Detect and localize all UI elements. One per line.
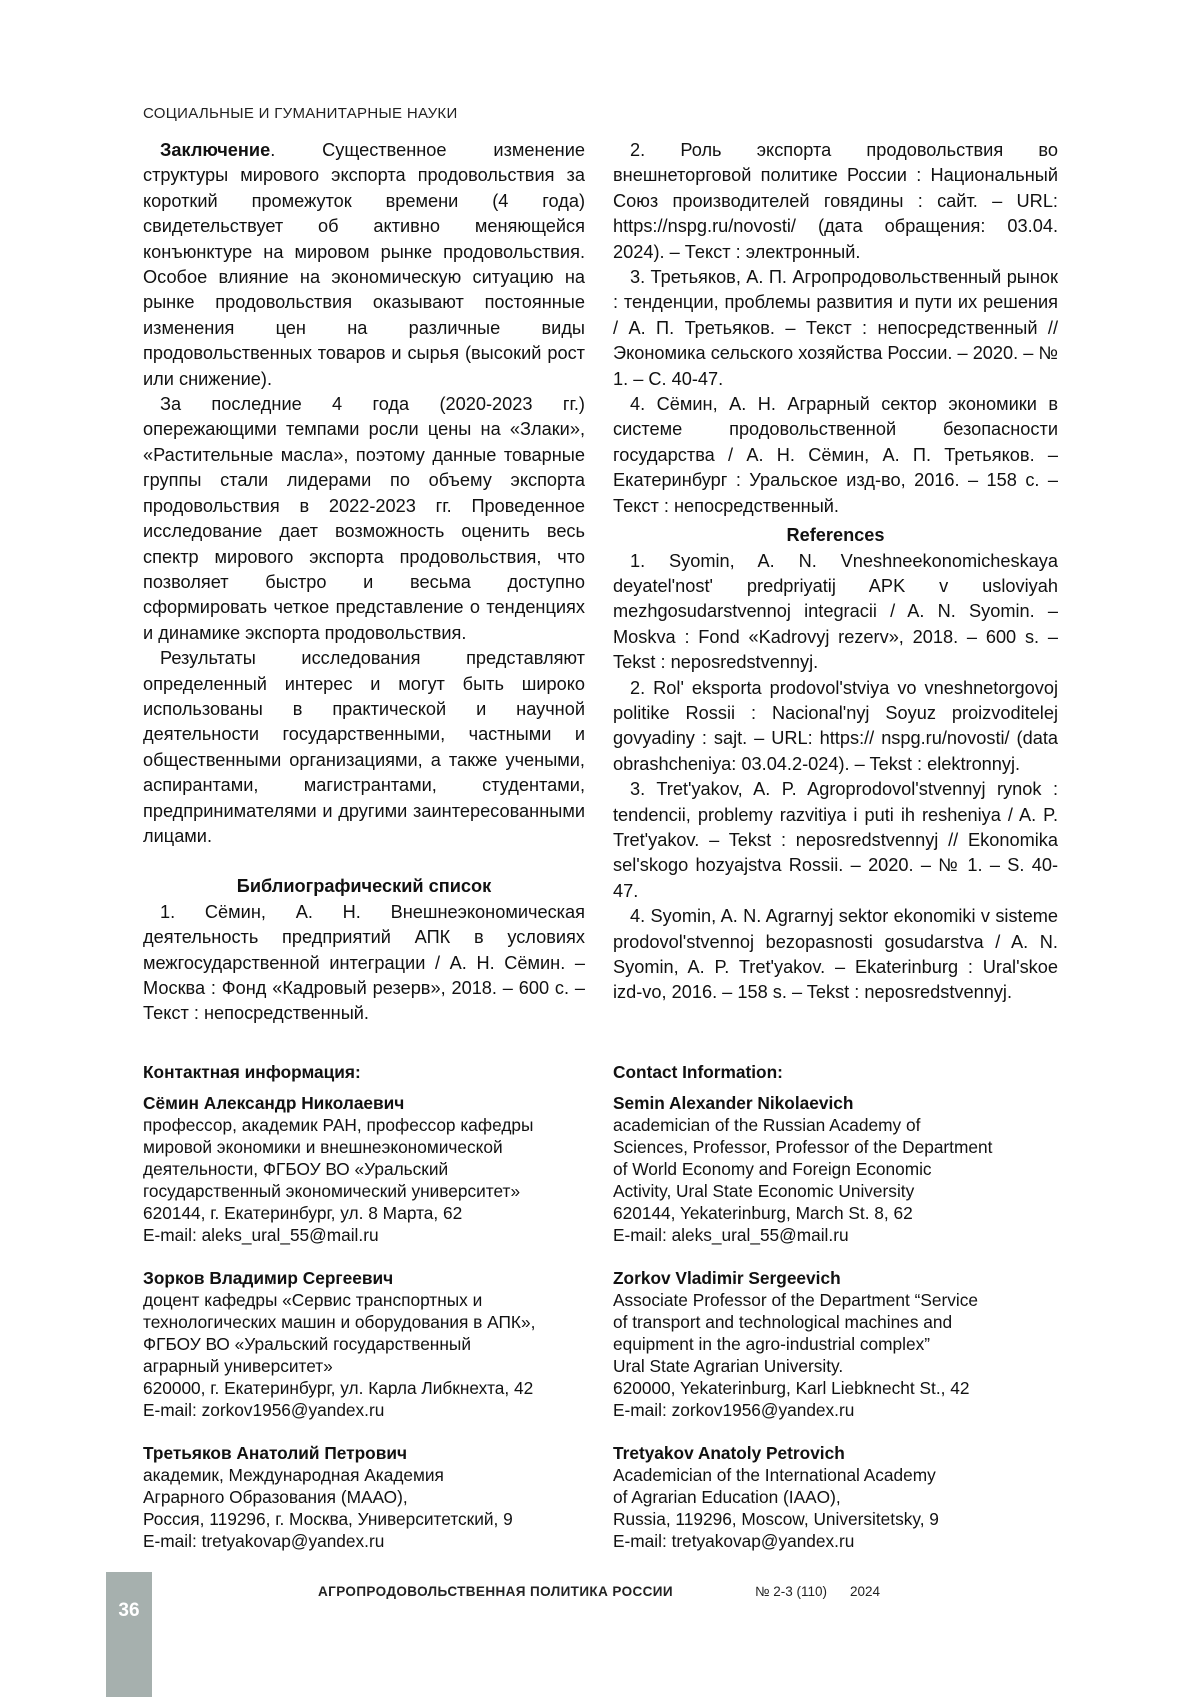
reference-item-2: 2. Rol' eksporta prodovol'stviya vo vneshnetorgovoj politike Rossii : Nacional'nyj Soyuz proizvoditelej govyadiny : sajt. – URL: https:// nspg.ru/novosti/ (data obrashcheniya: 03.04.2-024). – Tekst : elektronnyj. [613, 677, 1058, 774]
reference-item-4: 4. Syomin, A. N. Agrarnyj sektor ekonomiki v sisteme prodovol'stvennoj bezopasnosti gosudarstva / A. N. Syomin, A. P. Tret'yakov. – Ekaterinburg : Ural'skoe izd-vo, 2016. – 158 s. – Tekst : neposredstvennyj. [613, 906, 1058, 1003]
contact-line: ФГБОУ ВО «Уральский государственный [143, 1334, 471, 1354]
contact-line: Россия, 119296, г. Москва, Университетский, 9 [143, 1509, 513, 1529]
contact-email: E-mail: aleks_ural_55@mail.ru [613, 1225, 849, 1245]
contact-line: of World Economy and Foreign Economic [613, 1159, 932, 1179]
right-column [613, 138, 1058, 1006]
contact-email: E-mail: tretyakovap@yandex.ru [143, 1531, 385, 1551]
contact-line: профессор, академик РАН, профессор кафедры [143, 1115, 534, 1135]
contact-line: государственный экономический университет» [143, 1181, 521, 1201]
contact-line: мировой экономики и внешнеэкономической [143, 1137, 503, 1157]
contact-line: Sciences, Professor, Professor of the Department [613, 1137, 993, 1157]
left-column [143, 138, 585, 1027]
body-paragraph-2: За последние 4 года (2020-2023 гг.) опережающими темпами росли цены на «Злаки», «Растительные масла», поэтому данные товарные группы стали лидерами по объему экспорта продовольствия в 2022-2023 гг. Проведенное исследование дает возможность оценить весь спектр мирового экспорта продовольствия, что позволяет быстро и весьма доступно сформировать четкое представление о тенденциях и динамике экспорта продовольствия. [143, 394, 585, 643]
contact-email: E-mail: aleks_ural_55@mail.ru [143, 1225, 379, 1245]
contact-line: 620144, г. Екатеринбург, ул. 8 Марта, 62 [143, 1203, 463, 1223]
contact-email: E-mail: zorkov1956@yandex.ru [143, 1400, 385, 1420]
contact-line: Associate Professor of the Department “Service [613, 1290, 978, 1310]
conclusion-text: . Существенное изменение структуры мирового экспорта продовольствия за короткий промежуток времени (4 года) свидетельствует об активно меняющейся конъюнктуре на мировом рынке продовольствия. Особое влияние на экономическую ситуацию на рынке продовольствия оказывают постоянные изменения цен на различные виды продовольственных товаров и сырья (высокий рост или снижение). [143, 140, 585, 389]
contact-line: доцент кафедры «Сервис транспортных и [143, 1290, 483, 1310]
contact-line: equipment in the agro-industrial complex” [613, 1334, 930, 1354]
contact-name: Третьяков Анатолий Петрович [143, 1443, 407, 1463]
contact-line: Academician of the International Academy [613, 1465, 936, 1485]
footer-journal-title: АГРОПРОДОВОЛЬСТВЕННАЯ ПОЛИТИКА РОССИИ [318, 1584, 673, 1599]
contacts-en-heading: Contact Information: [613, 1062, 783, 1082]
contact-line: 620000, Yekaterinburg, Karl Liebknecht St., 42 [613, 1378, 970, 1398]
reference-item-1: 1. Syomin, A. N. Vneshneekonomicheskaya deyatel'nost' predpriyatij APK v usloviyah mezhgosudarstvennoj integracii / A. N. Syomin. – Moskva : Fond «Kadrovyj rezerv», 2018. – 600 s. – Tekst : neposredstvennyj. [613, 550, 1058, 673]
contact-name: Semin Alexander Nikolaevich [613, 1093, 854, 1113]
reference-item-3: 3. Tret'yakov, A. P. Agroprodovol'stvennyj rynok : tendencii, problemy razvitiya i puti ih resheniya / A. P. Tret'yakov. – Tekst : neposredstvennyj // Ekonomika sel'skogo hozyajstva Rossii. – 2020. – № 1. – S. 40-47. [613, 779, 1058, 901]
contact-name: Сёмин Александр Николаевич [143, 1093, 405, 1113]
bibliography-item-1: 1. Сёмин, А. Н. Внешнеэкономическая деятельность предприятий АПК в условиях межгосударственной интеграции / А. Н. Сёмин. – Москва : Фонд «Кадровый резерв», 2018. – 600 с. – Текст : непосредственный. [143, 901, 585, 1024]
page-number: 36 [118, 1600, 140, 1621]
contact-line: Аграрного Образования (МААО), [143, 1487, 408, 1507]
bibliography-heading: Библиографический список [236, 876, 492, 897]
contact-line: of transport and technological machines and [613, 1312, 953, 1332]
contact-line: деятельности, ФГБОУ ВО «Уральский [143, 1159, 449, 1179]
contact-email: E-mail: tretyakovap@yandex.ru [613, 1531, 855, 1551]
contact-line: Ural State Agrarian University. [613, 1356, 844, 1376]
bibliography-item-3: 3. Третьяков, А. П. Агропродовольственный рынок : тенденции, проблемы развития и пути их решения / А. П. Третьяков. – Текст : непосредственный // Экономика сельского хозяйства России. – 2020. – № 1. – С. 40-47. [613, 267, 1058, 389]
contact-person [143, 1442, 593, 1552]
page-number-tab [106, 1572, 152, 1697]
contact-name: Zorkov Vladimir Sergeevich [613, 1268, 841, 1288]
contact-line: academician of the Russian Academy of [613, 1115, 921, 1135]
footer-issue: № 2-3 (110) [755, 1584, 828, 1599]
running-head: СОЦИАЛЬНЫЕ И ГУМАНИТАРНЫЕ НАУКИ [143, 105, 458, 122]
contact-line: академик, Международная Академия [143, 1465, 444, 1485]
contact-person [143, 1092, 593, 1246]
contacts-en [613, 1061, 1073, 1573]
contact-person [613, 1267, 1073, 1421]
contact-name: Tretyakov Anatoly Petrovich [613, 1443, 845, 1463]
contact-person [613, 1442, 1073, 1552]
bibliography-item-2: 2. Роль экспорта продовольствия во внешнеторговой политике России : Национальный Союз производителей говядины : сайт. – URL: https://nspg.ru/novosti/ (дата обращения: 03.04. 2024). – Текст : электронный. [613, 140, 1058, 262]
contact-line: of Agrarian Education (IAAO), [613, 1487, 841, 1507]
references-heading: References [786, 525, 885, 546]
contact-line: аграрный университет» [143, 1356, 333, 1376]
conclusion-paragraph [143, 138, 585, 392]
contact-person [143, 1267, 593, 1421]
contact-person [613, 1092, 1073, 1246]
contact-email: E-mail: zorkov1956@yandex.ru [613, 1400, 855, 1420]
contacts-ru [143, 1061, 593, 1573]
contact-line: Activity, Ural State Economic University [613, 1181, 915, 1201]
contact-line: 620144, Yekaterinburg, March St. 8, 62 [613, 1203, 913, 1223]
body-paragraph-3: Результаты исследования представляют определенный интерес и могут быть широко использованы в практической и научной деятельности государственными, частными и общественными организациями, а также учеными, аспирантами, магистрантами, студентами, предпринимателями и другими заинтересованными лицами. [143, 648, 585, 846]
footer-year: 2024 [850, 1584, 881, 1599]
contact-line: технологических машин и оборудования в АПК», [143, 1312, 536, 1332]
contact-line: Russia, 119296, Moscow, Universitetsky, 9 [613, 1509, 939, 1529]
contact-name: Зорков Владимир Сергеевич [143, 1268, 394, 1288]
bibliography-item-4: 4. Сёмин, А. Н. Аграрный сектор экономики в системе продовольственной безопасности государства / А. Н. Сёмин, А. П. Третьяков. – Екатеринбург : Уральское изд-во, 2016. – 158 с. – Текст : непосредственный. [613, 394, 1058, 516]
contact-line: 620000, г. Екатеринбург, ул. Карла Либкнехта, 42 [143, 1378, 534, 1398]
contacts-ru-heading: Контактная информация: [143, 1062, 361, 1082]
conclusion-label: Заключение [160, 140, 271, 160]
